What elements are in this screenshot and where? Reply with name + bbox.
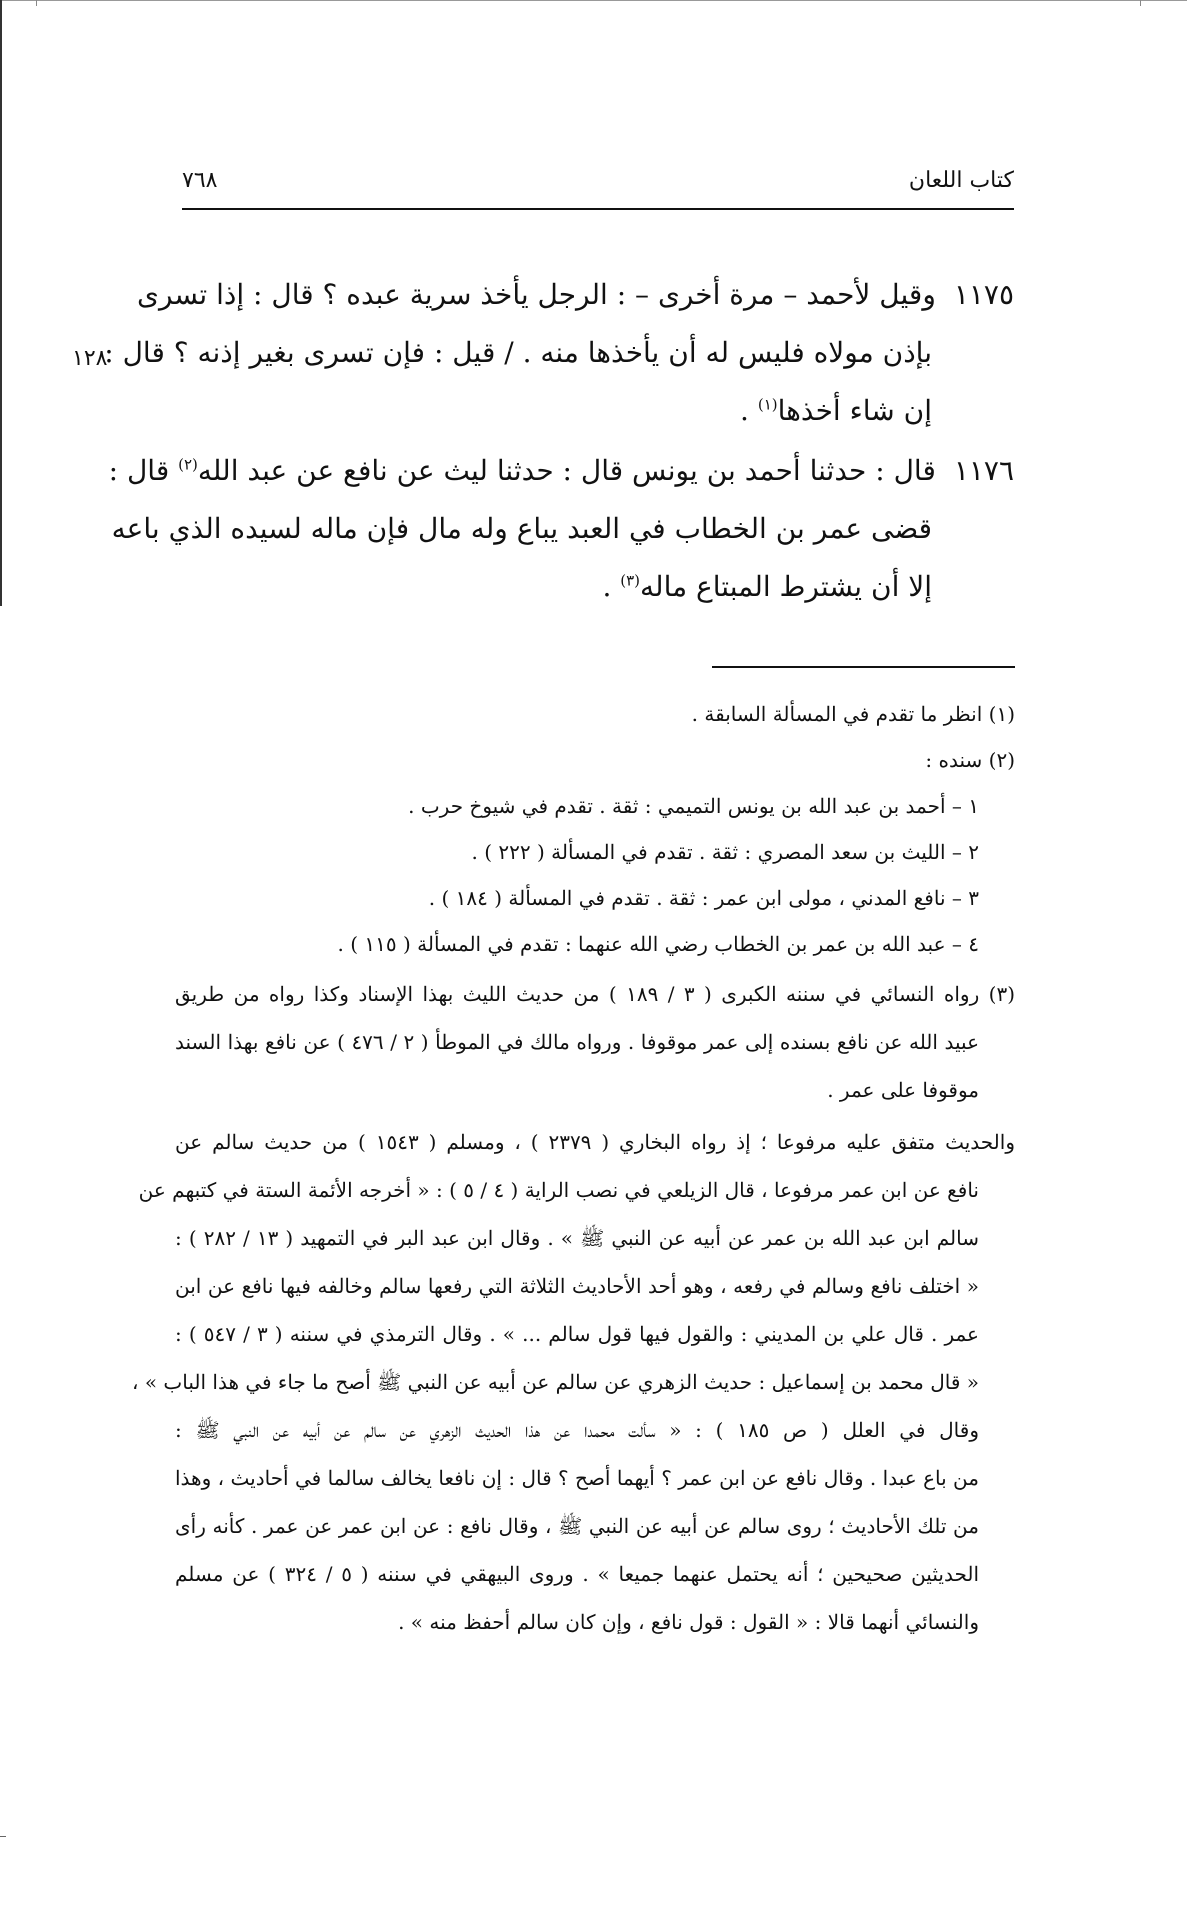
footnote-3-body-line: وقال في العلل ( ص ١٨٥ ) : « سألت محمدا عن هذا الحديث الزهري عن سالم عن أبيه عن النبي ﷺ :	[175, 1418, 979, 1442]
entry-text: قال : حدثنا أحمد بن يونس قال : حدثنا ليث عن نافع عن عبد الله	[197, 454, 936, 487]
entry-text: .	[740, 394, 758, 427]
entry-text: إلا أن يشترط المبتاع ماله	[640, 570, 932, 603]
scan-left-edge	[0, 0, 2, 606]
footnote-marker: (٣)	[620, 571, 641, 590]
footnote-3-body-line: نافع عن ابن عمر مرفوعا ، قال الزيلعي في نصب الراية ( ٤ / ٥ ) : « أخرجه الأئمة الستة في كتبهم عن	[138, 1178, 979, 1202]
entry-text: وقيل لأحمد – مرة أخرى – : الرجل يأخذ سرية عبده ؟ قال : إذا تسرى	[137, 278, 936, 311]
footnote-1: (١) انظر ما تقدم في المسألة السابقة .	[691, 702, 1015, 726]
entry-line	[111, 512, 932, 545]
footnote-3-body-line: والحديث متفق عليه مرفوعا ؛ إذ رواه البخاري ( ٢٣٧٩ ) ، ومسلم ( ١٥٤٣ ) من حديث سالم عن	[175, 1130, 1015, 1154]
margin-ref-number: ١٢٨	[72, 346, 108, 371]
entry-line	[108, 454, 1014, 487]
footnote-2-item: ٤ – عبد الله بن عمر بن الخطاب رضي الله عنهما : تقدم في المسألة ( ١١٥ ) .	[337, 932, 979, 956]
header-rule	[182, 208, 1014, 210]
footnote-3-body-line: سالم ابن عبد الله بن عمر عن أبيه عن النبي ﷺ » . وقال ابن عبد البر في التمهيد ( ١٣ / ٢٨٢ ) :	[175, 1226, 980, 1250]
entry-line	[137, 278, 1014, 311]
footnote-2-item: ٢ – الليث بن سعد المصري : ثقة . تقدم في المسألة ( ٢٢٢ ) .	[471, 840, 979, 864]
footnote-3-body-line: « اختلف نافع وسالم في رفعه ، وهو أحد الأحاديث الثلاثة التي رفعها سالم وخالفه فيها نافع عن ابن	[175, 1274, 979, 1298]
running-header	[182, 168, 1014, 204]
footnote-3-body-line: « قال محمد بن إسماعيل : حديث الزهري عن سالم عن أبيه عن النبي ﷺ أصح ما جاء في هذا الباب » ،	[132, 1370, 979, 1394]
chapter-title: كتاب اللعان	[908, 168, 1014, 193]
footnote-3-body-line: من تلك الأحاديث ؛ روى سالم عن أبيه عن النبي ﷺ ، وقال نافع : عن ابن عمر عن عمر . كأنه رأى	[175, 1514, 979, 1538]
footnote-3-body-line: عمر . قال علي بن المديني : والقول فيها قول سالم ... » . وقال الترمذي في سننه ( ٣ / ٥٤٧ ) :	[175, 1322, 979, 1346]
footnote-marker: (٢)	[178, 455, 198, 474]
footnote-2-title: (٢) سنده :	[925, 748, 1015, 772]
entry-text: قضى عمر بن الخطاب في العبد يباع وله مال فإن ماله لسيده الذي باعه	[111, 512, 932, 545]
footnote-3-body-line: والنسائي أنهما قالا : « القول : قول نافع ، وإن كان سالم أحفظ منه » .	[398, 1610, 979, 1634]
entry-text: قال :	[108, 454, 179, 487]
footnote-marker: (١)	[757, 395, 778, 414]
entry-line	[104, 336, 932, 369]
entry-text: إن شاء أخذها	[777, 394, 932, 427]
scan-tick	[1140, 0, 1141, 6]
entry-line	[740, 394, 932, 427]
footnote-3-line: (٣) رواه النسائي في سننه الكبرى ( ٣ / ١٨٩ ) من حديث الليث بهذا الإسناد وكذا رواه من طريق	[175, 982, 1015, 1006]
footnote-3-body-line: الحديثين صحيحين ؛ أنه يحتمل عنهما جميعا » . وروى البيهقي في سننه ( ٥ / ٣٢٤ ) عن مسلم	[175, 1562, 980, 1586]
entry-text: بإذن مولاه فليس له أن يأخذها منه . / قيل : فإن تسرى بغير إذنه ؟ قال :	[104, 336, 932, 369]
entry-line	[602, 570, 932, 603]
scan-top-edge	[0, 0, 1187, 2]
footnote-3-line: عبيد الله عن نافع بسنده إلى عمر موقوفا . ورواه مالك في الموطأ ( ٢ / ٤٧٦ ) عن نافع بهذا السند	[175, 1030, 980, 1054]
entry-text: .	[602, 570, 621, 603]
scan-tick	[36, 0, 37, 6]
entry-number: ١١٧٥	[953, 278, 1014, 311]
footnote-2-item: ١ – أحمد بن عبد الله بن يونس التميمي : ثقة . تقدم في شيوخ حرب .	[408, 794, 979, 818]
scan-tick	[0, 1836, 6, 1837]
footnote-separator	[712, 666, 1015, 668]
footnote-3-body-line: من باع عبدا . وقال نافع عن ابن عمر ؟ أيهما أصح ؟ قال : إن نافعا يخالف سالما في أحاديث ، وهذا	[175, 1466, 979, 1490]
footnote-3-line: موقوفا على عمر .	[827, 1078, 979, 1102]
page-number: ٧٦٨	[182, 168, 218, 193]
entry-number: ١١٧٦	[953, 454, 1014, 487]
footnote-2-item: ٣ – نافع المدني ، مولى ابن عمر : ثقة . تقدم في المسألة ( ١٨٤ ) .	[428, 886, 979, 910]
